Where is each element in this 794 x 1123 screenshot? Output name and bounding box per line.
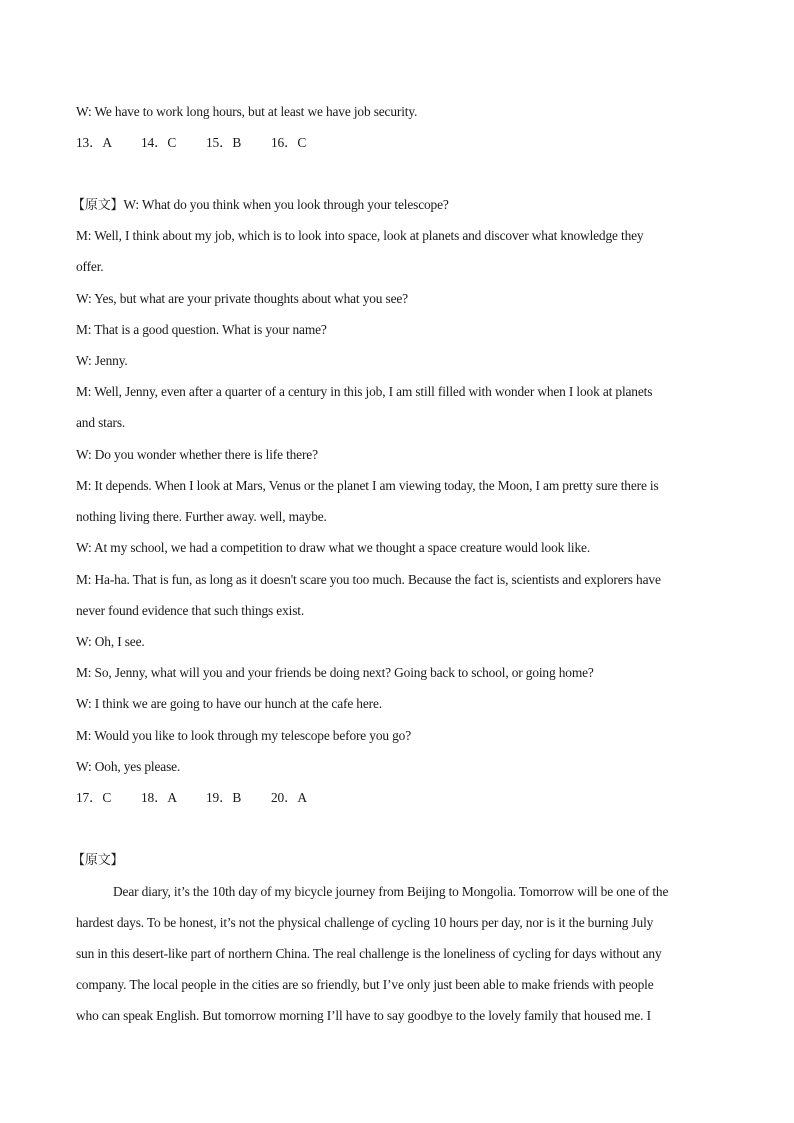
paragraph-line: sun in this desert-like part of northern China. The real challenge is the loneliness of cycling for days without any [76,946,662,961]
answer-19: 19．B [206,790,242,805]
dialogue-line: nothing living there. Further away. well, maybe. [76,509,327,524]
answer-15: 15．B [206,135,242,150]
dialogue-line: W: Yes, but what are your private thoughts about what you see? [76,291,408,306]
paragraph-line: hardest days. To be honest, it’s not the physical challenge of cycling 10 hours per day, nor is it the burning July [76,915,654,930]
dialogue-line: W: Jenny. [76,353,128,368]
dialogue-line: M: Would you like to look through my telescope before you go? [76,728,412,743]
transcript-first-line [72,197,722,214]
paragraph-line: who can speak English. But tomorrow morning I’ll have to say goodbye to the lovely family that housed me. I [76,1008,651,1023]
dialogue-line: M: Well, Jenny, even after a quarter of a century in this job, I am still filled with wonder when I look at planets [76,384,653,399]
answer-16: 16．C [271,135,307,150]
dialogue-line: W: Ooh, yes please. [76,759,181,774]
answer-13: 13．A [76,135,112,150]
transcript-header-2: 【原文】 [72,853,124,868]
answer-18: 18．A [141,790,177,805]
dialogue-line: W: What do you think when you look through your telescope? [123,197,449,212]
dialogue-line: offer. [76,259,104,274]
paragraph-line: company. The local people in the cities are so friendly, but I’ve only just been able to make friends with people [76,977,654,992]
dialogue-line: W: We have to work long hours, but at least we have job security. [76,104,418,119]
dialogue-line: never found evidence that such things exist. [76,603,305,618]
answer-14: 14．C [141,135,177,150]
dialogue-line: W: At my school, we had a competition to draw what we thought a space creature would look like. [76,540,591,555]
answer-key-13-16 [76,135,726,151]
dialogue-line: M: That is a good question. What is your name? [76,322,327,337]
dialogue-line: M: Ha-ha. That is fun, as long as it doesn't scare you too much. Because the fact is, scientists and explorers have [76,572,661,587]
transcript-header: 【原文】 [72,198,124,213]
dialogue-line: M: It depends. When I look at Mars, Venus or the planet I am viewing today, the Moon, I am pretty sure there is [76,478,659,493]
dialogue-line: W: Do you wonder whether there is life there? [76,447,318,462]
dialogue-line: M: So, Jenny, what will you and your friends be doing next? Going back to school, or going home? [76,665,594,680]
dialogue-line: W: I think we are going to have our hunch at the cafe here. [76,696,382,711]
dialogue-line: W: Oh, I see. [76,634,145,649]
dialogue-line: M: Well, I think about my job, which is to look into space, look at planets and discover what knowledge they [76,228,644,243]
dialogue-line: and stars. [76,415,126,430]
answer-20: 20．A [271,790,307,805]
answer-key-17-20 [76,790,726,806]
paragraph-line: Dear diary, it’s the 10th day of my bicycle journey from Beijing to Mongolia. Tomorrow will be one of the [113,884,669,899]
answer-17: 17．C [76,790,112,805]
